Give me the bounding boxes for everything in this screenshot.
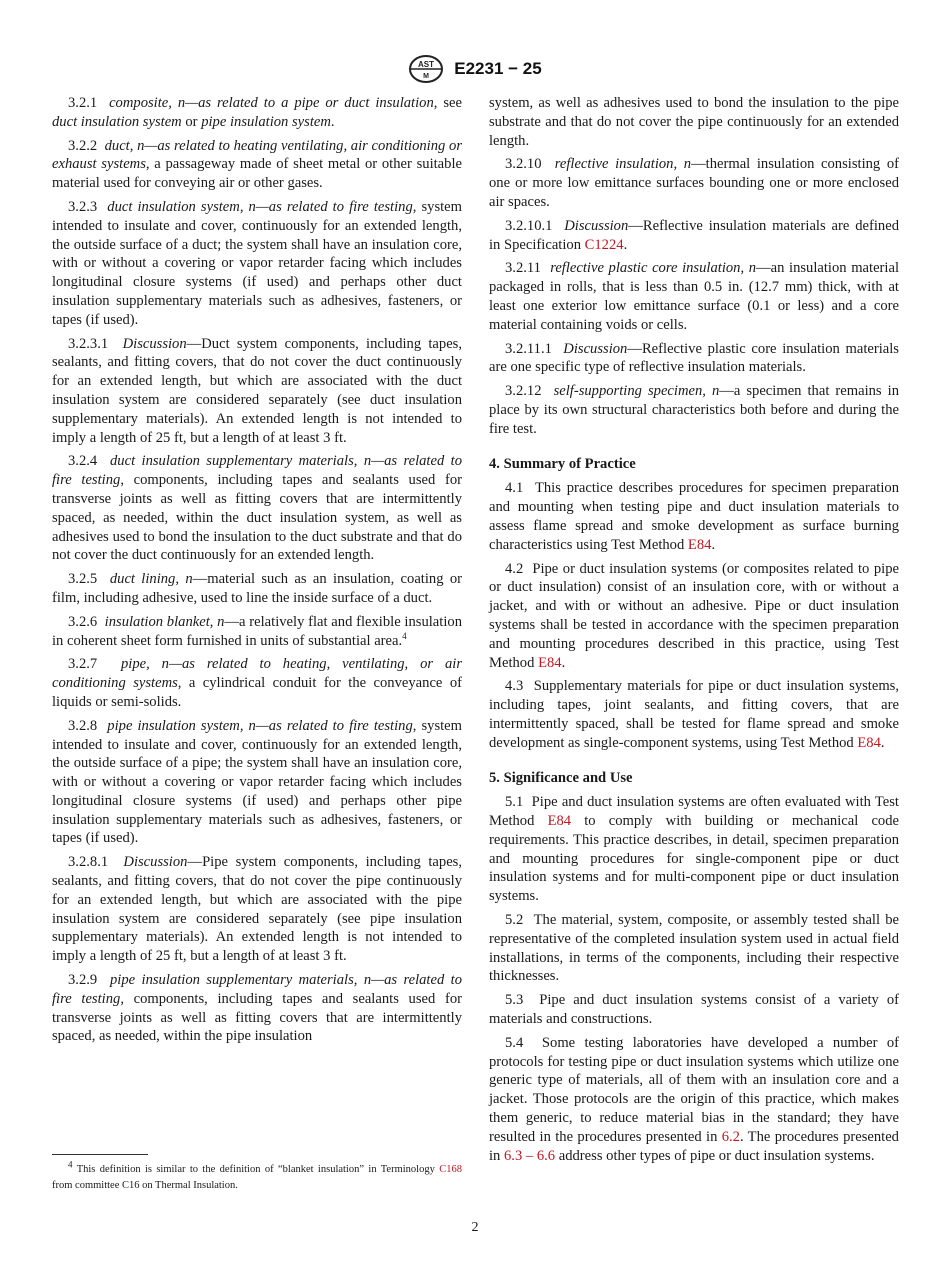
link-e84[interactable]: E84 xyxy=(538,654,562,671)
svg-text:AST: AST xyxy=(418,60,435,69)
section-4-3: 4.3 Supplementary materials for pipe or duct insulation systems, including tapes, joint sealants, and fitting covers, that are intermittently spaced, shall be tested for flame spread and smoke development as single-component systems, using Test Method E84. xyxy=(489,678,900,751)
definition-3-2-5: 3.2.5 duct lining, n—material such as an insulation, coating or film, including adhesive, used to line the inside surface of a duct. xyxy=(52,571,462,606)
definition-3-2-7: 3.2.7 pipe, n—as related to heating, ventilating, or air conditioning systems, a cylindrical conduit for the conveyance of liquids or semi-solids. xyxy=(52,656,463,710)
definition-3-2-10: 3.2.10 reflective insulation, n—thermal insulation consisting of one or more low emittance surfaces bounding one or more enclosed air spaces. xyxy=(489,156,900,210)
discussion-3-2-10-1: 3.2.10.1 Discussion—Reflective insulation materials are defined in Specification C1224. xyxy=(489,217,900,253)
footnote-marker[interactable]: 4 xyxy=(402,630,407,641)
section-5-2: 5.2 The material, system, composite, or assembly tested shall be representative of the completed insulation system used in actual field installations, in terms of the components, including their respective thicknesses. xyxy=(489,912,899,985)
page-header xyxy=(0,54,950,84)
section-4-2: 4.2 Pipe or duct insulation systems (or composites related to pipe or duct insulation) consist of an insulation core, with or without a jacket, and with or without an adhesive. Pipe or duct insulation systems shall be tested in accordance with the specimen preparation and mounting procedures described in this practice, using Test Method E84. xyxy=(489,560,900,671)
section-4-1: 4.1 This practice describes procedures for specimen preparation and mounting when testing pipe and duct insulation materials to assess flame spread and smoke development as surface burning characteristics using Test Method E84. xyxy=(489,480,900,553)
right-column xyxy=(489,94,899,1170)
footnote xyxy=(52,1159,462,1194)
astm-logo-icon xyxy=(408,54,444,84)
discussion-3-2-3-1: 3.2.3.1 Discussion—Duct system components, including tapes, sealants, and fitting covers, that do not cover the duct continuously for an extended length, but which are associated with the duct insulation system are considered separately (see duct insulation supplementary materials). An extended length is not intended to imply a length of 25 ft, but a length of at least 3 ft. xyxy=(52,335,462,446)
standard-designation: E2231 − 25 xyxy=(454,59,542,78)
section-5-heading: 5. Significance and Use xyxy=(489,769,633,786)
definition-3-2-12: 3.2.12 self-supporting specimen, n—a specimen that remains in place by its own structural characteristics both before and during the fire test. xyxy=(489,383,899,437)
definition-3-2-6: 3.2.6 insulation blanket, n—a relatively flat and flexible insulation in coherent sheet form furnished in units of substantial area.$^4$ xyxy=(52,613,462,649)
section-5-3: 5.3 Pipe and duct insulation systems consist of a variety of materials and constructions. xyxy=(489,992,900,1028)
link-e84[interactable]: E84 xyxy=(547,813,572,830)
section-4-heading: 4. Summary of Practice xyxy=(489,455,636,472)
link-c1224[interactable]: C1224 xyxy=(584,236,624,253)
definition-3-2-1: 3.2.1 composite, n—as related to a pipe or duct insulation, see duct insulation system or pipe insulation system. xyxy=(52,95,462,130)
link-6-2[interactable]: 6.2 xyxy=(721,1128,740,1145)
definition-3-2-4: 3.2.4 duct insulation supplementary materials, n—as related to fire testing, components, including tapes and sealants used for transverse joints as well as fitting covers that are intermittently spaced, as needed, within the duct insulation system, as well as adhesives used to bond the insulation to the duct substrate and that do not cover the duct continuously for an extended length. xyxy=(52,453,463,564)
svg-text:M: M xyxy=(423,73,430,80)
section-5-4: 5.4 Some testing laboratories have developed a number of protocols for testing pipe or duct insulation systems which utilize one generic type of materials, all of them with an insulation core and a jacket. Those protocols are the origin of this practice, which makes them generic, to reduce material bias in the standard; they have resulted in the procedures presented in 6.2. The procedures presented in 6.3 – 6.6 address other types of pipe or duct insulation systems. xyxy=(489,1034,900,1164)
definition-3-2-9-continued: system, as well as adhesives used to bond the insulation to the pipe substrate and that do not cover the pipe continuously for an extended length. xyxy=(489,95,899,149)
discussion-3-2-8-1: 3.2.8.1 Discussion—Pipe system components, including tapes, sealants, and fitting covers, that do not cover the pipe continuously for an extended length, but which are associated with the pipe insulation system are considered separately (see pipe insulation supplementary materials). An extended length is not intended to imply a length of 25 ft, but a length of at least 3 ft. xyxy=(52,854,463,965)
definition-3-2-11: 3.2.11 reflective plastic core insulation, n—an insulation material packaged in rolls, that is less than 0.5 in. (12.7 mm) thick, with at least one exterior low emittance surface (0.1 or less) and a core material containing voids or cells. xyxy=(489,260,899,333)
link-6-3-6-6[interactable]: 6.3 – 6.6 xyxy=(504,1147,556,1164)
footnote-divider xyxy=(52,1154,148,1155)
page-number: 2 xyxy=(471,1220,479,1235)
section-5-1: 5.1 Pipe and duct insulation systems are often evaluated with Test Method E84 to comply with building or mechanical code requirements. This practice describes, in detail, specimen preparation and mounting procedures for single-component pipe or duct insulation systems and for multi-component pipe or duct insulation systems. xyxy=(489,794,899,905)
left-column xyxy=(52,94,462,1051)
discussion-3-2-11-1: 3.2.11.1 Discussion—Reflective plastic core insulation materials are one specific type of reflective insulation materials. xyxy=(489,340,899,376)
link-c168[interactable]: C168 xyxy=(439,1164,462,1175)
footnote-4: $^4$ This definition is similar to the definition of “blanket insulation” in Terminology C168 from committee C16 on Thermal Insulation. xyxy=(52,1159,462,1191)
link-e84[interactable]: E84 xyxy=(687,536,712,553)
definition-3-2-9: 3.2.9 pipe insulation supplementary materials, n—as related to fire testing, components, including tapes and sealants used for transverse joints as well as fitting covers that are intermittently spaced, as needed, within the pipe insulation xyxy=(52,972,463,1045)
link-e84[interactable]: E84 xyxy=(857,734,881,751)
definition-3-2-8: 3.2.8 pipe insulation system, n—as related to fire testing, system intended to insulate and cover, continuously for an extended length, the outside surface of a pipe; the system shall have an insulation core, with or without a covering or vapor retarder facing which includes longitudinal closure systems (if used) and perhaps other pipe insulation supplementary materials such as adhesives, fasteners, or tapes (if used). xyxy=(52,717,463,847)
definition-3-2-2: 3.2.2 duct, n—as related to heating ventilating, air conditioning or exhaust systems, a passageway made of sheet metal or other suitable material used for conveying air or other gases. xyxy=(52,137,462,192)
definition-3-2-3: 3.2.3 duct insulation system, n—as related to fire testing, system intended to insulate and cover, continuously for an extended length, the outside surface of a duct; the system shall have an insulation core, with or without a covering or vapor retarder facing which includes longitudinal closure systems (if used) and perhaps other duct insulation supplementary materials such as adhesives, fasteners, or tapes (if used). xyxy=(52,198,463,328)
